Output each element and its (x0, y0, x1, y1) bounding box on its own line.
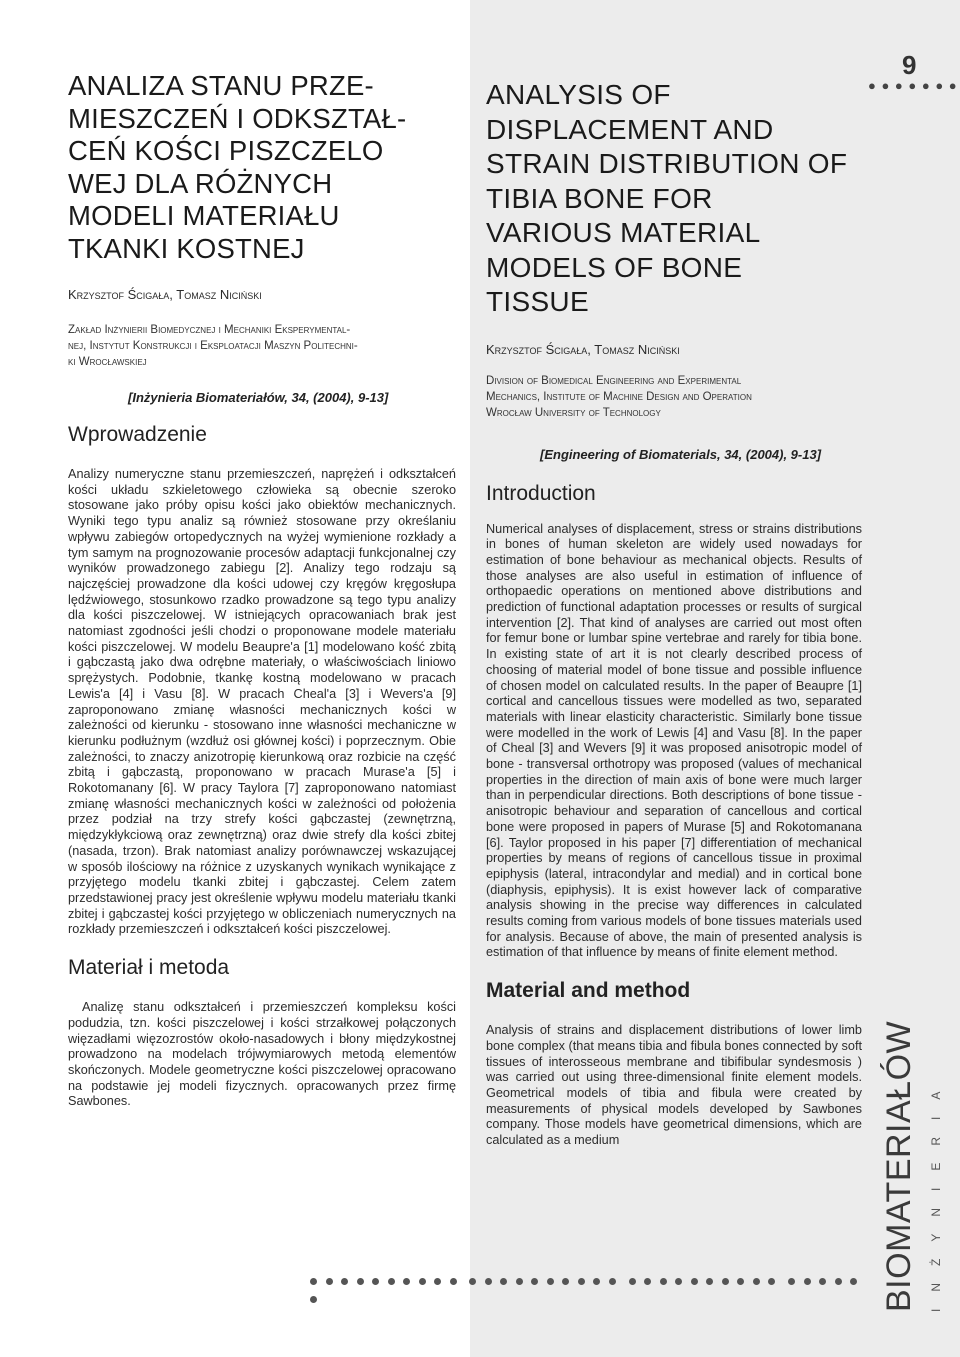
polish-affiliation-line: ki Wrocławskiej (68, 356, 147, 368)
page-number: 9 (902, 50, 917, 80)
polish-affiliation-line: Zakład Inżynierii Biomedycznej i Mechaniki Eksperymental- (68, 324, 351, 336)
polish-title-line: MIESZCZEŃ I ODKSZTAŁ- (68, 102, 407, 134)
polish-method-text: Analizę stanu odkształceń i przemieszczeń kompleksu kości podudzia, tzn. kości piszczelowej i kości strzałkowej połączonych więzadłami więzozrostów około-nasadowych i błony międzykostnej prowadzono na modelach trójwymiarowych metodą elementów skończonych. Modele geometryczne kości piszczelowej opracowano na podstawie jej modeli fizycznych. opracowanych przez firmę Sawbones. (68, 1000, 456, 1109)
decorative-dots-bottom (310, 1272, 870, 1282)
decorative-dots-top: ● ● ● ● ● ● ● (868, 78, 958, 93)
english-title-line: VARIOUS MATERIAL (486, 217, 761, 248)
english-title-line: DISPLACEMENT AND (486, 113, 774, 145)
polish-title-line: MODELI MATERIAŁU (68, 200, 340, 231)
english-affiliation (486, 373, 862, 421)
journal-logo-small: INŻYNIERIA (929, 1074, 943, 1312)
polish-title-line: CEŃ KOŚCI PISZCZELO (68, 135, 384, 166)
english-affiliation-line: Wrocław University of Technology (486, 406, 661, 419)
polish-intro-heading: Wprowadzenie (68, 423, 207, 446)
english-title-line: TISSUE (486, 286, 589, 317)
english-title-line: ANALYSIS OF (486, 79, 671, 110)
english-title (486, 78, 862, 320)
english-title-line: TIBIA BONE FOR (486, 182, 713, 214)
english-affiliation-line: Division of Biomedical Engineering and Experimental (486, 374, 742, 387)
english-title-line: MODELS OF BONE (486, 251, 743, 283)
polish-column (68, 70, 456, 1110)
english-journal-reference: [Engineering of Biomaterials, 34, (2004), 9-13] (540, 446, 822, 462)
journal-logo-main: BIOMATERIAŁÓW (880, 1020, 918, 1312)
polish-affiliation (68, 322, 456, 370)
english-column (486, 78, 862, 1149)
journal-logo (858, 1020, 948, 1320)
polish-affiliation-line: nej, Instytut Konstrukcji i Eksploatacji Maszyn Politechni- (68, 340, 358, 352)
english-title-line: STRAIN DISTRIBUTION OF (486, 148, 848, 179)
polish-title (68, 70, 456, 265)
english-authors: Krzysztof Ścigała, Tomasz Niciński (486, 341, 680, 357)
english-method-heading: Material and method (486, 979, 691, 1003)
english-method-text: Analysis of strains and displacement distributions of lower limb bone complex (that means tibia and fibula bones connected by soft tissues of interosseous membrane and tibifibular syndesmosis ) was carried out using three-dimensional finite element models. Geometrical models of tibia and fibula were created by measurements of physical models developed by Sawbones company. Those models have geometrical dimensions, which are calculated as a medium (486, 1023, 862, 1148)
polish-title-line: ANALIZA STANU PRZE- (68, 70, 374, 101)
polish-intro-text: Analizy numeryczne stanu przemieszczeń, naprężeń i odkształceń kości układu szkieletowego człowieka są obecnie szeroko stosowane jako próby opisu kości jako obiektów mechanicznych. Wyniki tego typu analiz są również stosowane przy określaniu wpływu zabiegów ortopedycznych na wyżej wymienione rozkłady a tym samym na prognozowanie procesów adaptacji funkcjonalnej czy wyników prowadzonego zabiegu [2]. Analizy tego rodzaju są najczęściej prowadzone dla kości udowej czy kręgów kręgosłupa lędźwiowego, stosunkowo rzadko prowadzone są tego typu analizy dla kości piszczelowej. W istniejących opracowaniach brak jest natomiast zgodności jeśli chodzi o proponowane modele materiału kości piszczelowej. W modelu Beaupre'a [1] modelowano kość zbitą i gąbczastą jako dwa odrębne materiały, o właściwościach liniowo sprężystych. Podobnie, tkankę kostną modelowano w pracach Lewis'a [4] i Vasu [8]. W pracach Cheal'a [3] i Wevers'a [9] zaproponowano zmianę własności mechanicznych kości w zależności od kierunku - stosowano inne własności mechaniczne w kierunku podłużnym (wzdłuż osi głównej kości) i poprzecznym. Obie zależności, to znaczy anizotropię kierunkową oraz rozbicie na część zbitą i gąbczastą, proponowano w pracach Murase'a [5] i Rokotomanany [6]. W pracy Taylora [7] zaproponowano natomiast zmianę własności mechanicznych kości w zależności od położenia przez podział na trzy strefy kości gąbczastej (zewnętrzną, międzykłykciową oraz zewnętrzną) oraz dwie strefy dla kości zbitej (nasada, trzon). Brak natomiast analizy porównawczej wskazującej w sposób ilościowy na różnice z uzyskanych wynikach wynikające z przyjętego modelu tkanki zbitej i gąbczastej. Celem zatem przedstawionej pracy jest określenie wpływu modelu materiału tkanki zbitej i gąbczastej kości przyjętego w obliczeniach numerycznych na rozkłady przemieszczeń i odkształceń kości piszczelowej. (68, 467, 456, 937)
polish-journal-reference: [Inżynieria Biomateriałów, 34, (2004), 9-13] (128, 390, 389, 405)
polish-method-heading: Materiał i metoda (68, 956, 230, 980)
polish-authors: Krzysztof Ścigała, Tomasz Niciński (68, 287, 262, 302)
english-affiliation-line: Mechanics, Institute of Machine Design and Operation (486, 390, 752, 403)
english-intro-heading: Introduction (486, 481, 596, 505)
polish-title-line: TKANKI KOSTNEJ (68, 232, 305, 264)
polish-title-line: WEJ DLA RÓŻNYCH (68, 167, 333, 199)
english-intro-text: Numerical analyses of displacement, stress or strains distributions in bones of human skeleton are widely used nowadays for estimation of bone behaviour as mechanical objects. Results of those analyses are also useful in estimation of influence of orthopaedic operations on mentioned above distributions and prediction of functional adaptation processes or results of surgical intervention [2]. That kind of analyses are carried out most often for femur bone or lumbar spine vertebrae and rarely for tibia bone. In existing state of art it is not clearly described process of choosing of material model of bone tissue and possible influence of chosen model on calculated results. In the paper of Beaupre [1] cortical and cancellous tissues were modelled as two, separated materials with linear elasticity characteristic. Similarly bone tissue were modelled in the work of Lewis [4] and Vasu [8]. In the paper of Cheal [3] and Wevers [9] it was proposed anisotropic model of bone - transversal orthotropy was proposed (values of mechanical properties in the direction of main axis of bone were much larger than in perpendicular directions. Both descriptions of bone tissue - anisotropic behaviour and separation of cancellous and cortical bone were proposed in papers of Murase [5] and Rokotomanana [6]. Taylor proposed in his paper [7] differentiation of mechanical properties by means of regions of cancellous tissue in proximal epiphysis (lateral, intracondylar and medial) and in cortical bone (diaphysis, epiphysis). It is exist however lack of comparative analysis showing in the precise way differences in calculated results coming from various models of bone tissues materials used for analysis. Because of above, the main of presented analysis is estimation of that influence by means of finite element method. (486, 521, 862, 960)
